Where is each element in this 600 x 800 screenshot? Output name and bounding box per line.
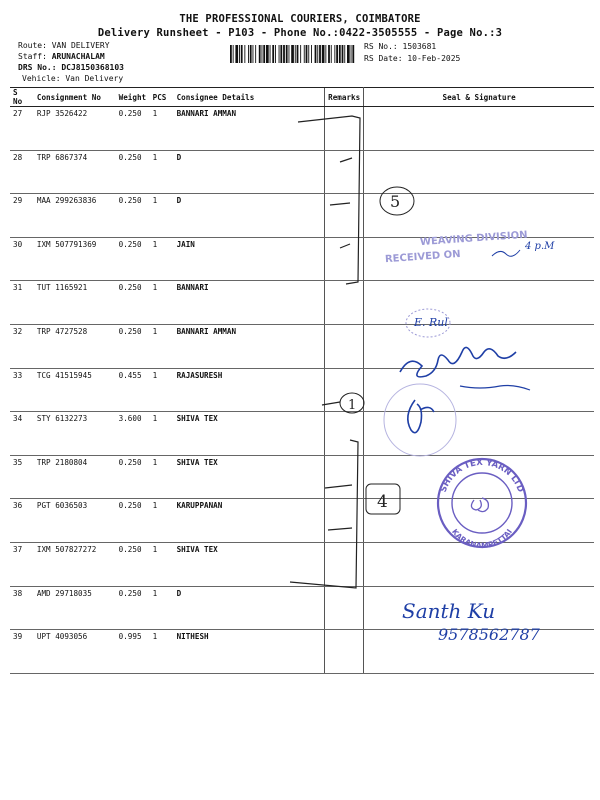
staff-label: Staff: (18, 52, 52, 61)
cell-sno: 38 (10, 586, 34, 630)
barcode-bar (239, 45, 240, 63)
cell-sno: 30 (10, 237, 34, 281)
cell-seal (364, 630, 594, 674)
cell-weight: 3.600 (116, 412, 150, 456)
cell-pcs: 1 (150, 630, 174, 674)
cell-seal (364, 281, 594, 325)
barcode-bar (291, 45, 294, 63)
cell-consignment: IXM 507791369 (34, 237, 116, 281)
cell-weight: 0.250 (116, 455, 150, 499)
cell-remarks (325, 412, 364, 456)
barcode-bar (311, 45, 312, 63)
barcode-bar (272, 45, 274, 63)
cell-consignment: TUT 1165921 (34, 281, 116, 325)
barcode-bar (317, 45, 318, 63)
table-row (10, 499, 594, 543)
barcode-bar (253, 45, 254, 63)
cell-consignment: TRP 6867374 (34, 150, 116, 194)
table-row (10, 630, 594, 674)
barcode-bar (300, 45, 301, 63)
cell-seal (364, 455, 594, 499)
barcode-bar (279, 45, 280, 63)
cell-sno: 28 (10, 150, 34, 194)
cell-weight: 0.250 (116, 324, 150, 368)
col-seal: Seal & Signature (364, 88, 594, 107)
cell-consignment: TCG 41515945 (34, 368, 116, 412)
cell-pcs: 1 (150, 368, 174, 412)
barcode-bar (266, 45, 269, 63)
cell-consignee: BANNARI AMMAN (174, 324, 325, 368)
table-row (10, 412, 594, 456)
barcode-bar (280, 45, 282, 63)
barcode-bar (306, 45, 308, 63)
barcode-bar (250, 45, 252, 63)
cell-sno: 35 (10, 455, 34, 499)
col-pcs: PCS (150, 88, 174, 107)
rs-number: RS No.: 1503681 (364, 42, 437, 51)
cell-sno: 34 (10, 412, 34, 456)
barcode-bar (283, 45, 285, 63)
cell-sno: 33 (10, 368, 34, 412)
cell-weight: 0.250 (116, 107, 150, 151)
cell-pcs: 1 (150, 194, 174, 238)
cell-seal (364, 542, 594, 586)
table-row (10, 455, 594, 499)
cell-remarks (325, 630, 364, 674)
barcode-bar (295, 45, 296, 63)
barcode-bar (339, 45, 341, 63)
cell-sno: 29 (10, 194, 34, 238)
barcode-bar (235, 45, 238, 63)
box-four-text: 4 (377, 492, 388, 512)
cell-seal (364, 368, 594, 412)
cell-weight: 0.995 (116, 630, 150, 674)
barcode-bar (263, 45, 265, 63)
cell-consignee: D (174, 150, 325, 194)
cell-weight: 0.250 (116, 194, 150, 238)
cell-seal (364, 586, 594, 630)
signature-row32: E. Rul (414, 316, 448, 329)
cell-pcs: 1 (150, 412, 174, 456)
cell-seal (364, 150, 594, 194)
cell-consignee: BANNARI AMMAN (174, 107, 325, 151)
barcode-bar (319, 45, 321, 63)
cell-pcs: 1 (150, 324, 174, 368)
cell-weight: 0.250 (116, 499, 150, 543)
cell-sno: 37 (10, 542, 34, 586)
cell-remarks (325, 324, 364, 368)
col-remarks: Remarks (325, 88, 364, 107)
cell-consignment: IXM 507827272 (34, 542, 116, 586)
barcode-bar (233, 45, 234, 63)
weaving-time: 4 p.M (525, 241, 555, 252)
route-label: Route: VAN DELIVERY (18, 41, 110, 50)
cell-sno: 36 (10, 499, 34, 543)
barcode-bar (275, 45, 276, 63)
cell-consignee: JAIN (174, 237, 325, 281)
weaving-line1: WEAVING DIVISION (419, 229, 528, 249)
barcode-bar (342, 45, 344, 63)
cell-sno: 32 (10, 324, 34, 368)
drs-number: DRS No.: DCJ8150368103 (18, 63, 124, 72)
cell-consignee: D (174, 586, 325, 630)
table-row (10, 586, 594, 630)
cell-pcs: 1 (150, 499, 174, 543)
barcode-bar (286, 45, 288, 63)
signature-row39-name: Santh Ku (402, 599, 496, 623)
cell-seal (364, 194, 594, 238)
cell-seal (364, 107, 594, 151)
cell-weight: 0.250 (116, 281, 150, 325)
table-row (10, 368, 594, 412)
cell-weight: 0.250 (116, 586, 150, 630)
barcode-bar (352, 45, 354, 63)
cell-consignment: TRP 4727528 (34, 324, 116, 368)
col-weight: Weight (116, 88, 150, 107)
cell-consignee: BANNARI (174, 281, 325, 325)
barcode-bar (297, 45, 299, 63)
cell-weight: 0.250 (116, 237, 150, 281)
barcode-bar (328, 45, 330, 63)
barcode-bar (241, 45, 243, 63)
cell-pcs: 1 (150, 542, 174, 586)
cell-consignment: PGT 6036503 (34, 499, 116, 543)
table-row (10, 150, 594, 194)
cell-consignee: SHIVA TEX (174, 412, 325, 456)
barcode-bar (322, 45, 325, 63)
cell-pcs: 1 (150, 107, 174, 151)
cell-remarks (325, 455, 364, 499)
cell-consignee: SHIVA TEX (174, 542, 325, 586)
barcode-bar (347, 45, 350, 63)
cell-seal (364, 237, 594, 281)
barcode-image (230, 45, 355, 63)
cell-consignment: STY 6132273 (34, 412, 116, 456)
barcode-bar (255, 45, 256, 63)
barcode-bar (304, 45, 305, 63)
barcode-bar (331, 45, 332, 63)
cell-remarks (325, 237, 364, 281)
staff-line (18, 52, 105, 61)
col-sno: S No (10, 88, 34, 107)
barcode-bar (325, 45, 326, 63)
table-row (10, 107, 594, 151)
cell-seal (364, 324, 594, 368)
cell-remarks (325, 368, 364, 412)
cell-pcs: 1 (150, 281, 174, 325)
cell-pcs: 1 (150, 586, 174, 630)
seal-bottom-text: KARANAMPETTAI (450, 527, 514, 551)
weaving-line2: RECEIVED ON (384, 248, 461, 266)
company-title: THE PROFESSIONAL COURIERS, COIMBATORE (179, 13, 421, 25)
barcode-bar (259, 45, 261, 63)
table-row (10, 542, 594, 586)
circle-five-text: 5 (390, 192, 401, 211)
cell-seal (364, 412, 594, 456)
barcode-bar (289, 45, 290, 63)
seal-top-text: SHIVA TEX YARN LTD (438, 457, 526, 494)
cell-pcs: 1 (150, 455, 174, 499)
cell-sno: 39 (10, 630, 34, 674)
circle-one-text: 1 (348, 398, 357, 413)
barcode-bar (351, 45, 352, 63)
table-row (10, 281, 594, 325)
barcode-bar (336, 45, 338, 63)
cell-consignee: RAJASURESH (174, 368, 325, 412)
barcode-bar (308, 45, 309, 63)
barcode-bar (270, 45, 271, 63)
barcode-bar (248, 45, 249, 63)
cell-weight: 0.250 (116, 542, 150, 586)
cell-pcs: 1 (150, 237, 174, 281)
cell-consignee: KARUPPANAN (174, 499, 325, 543)
cell-remarks (325, 281, 364, 325)
cell-consignment: UPT 4093056 (34, 630, 116, 674)
cell-remarks (325, 150, 364, 194)
cell-sno: 27 (10, 107, 34, 151)
table-row (10, 194, 594, 238)
cell-consignment: MAA 299263836 (34, 194, 116, 238)
table-header-row (10, 88, 594, 107)
cell-remarks (325, 194, 364, 238)
cell-weight: 0.455 (116, 368, 150, 412)
table-row (10, 324, 594, 368)
vehicle-label: Vehicle: Van Delivery (22, 74, 124, 83)
barcode-bar (262, 45, 263, 63)
col-consignment: Consignment No (34, 88, 116, 107)
cell-weight: 0.250 (116, 150, 150, 194)
cell-sno: 31 (10, 281, 34, 325)
signature-row39-phone: 9578562787 (438, 625, 540, 644)
barcode-bar (344, 45, 345, 63)
col-consignee: Consignee Details (174, 88, 325, 107)
cell-consignee: SHIVA TEX (174, 455, 325, 499)
cell-remarks (325, 107, 364, 151)
cell-seal (364, 499, 594, 543)
cell-remarks (325, 542, 364, 586)
barcode-bar (315, 45, 317, 63)
cell-pcs: 1 (150, 150, 174, 194)
barcode-bar (230, 45, 232, 63)
cell-consignment: TRP 2180804 (34, 455, 116, 499)
barcode-bar (334, 45, 335, 63)
cell-remarks (325, 499, 364, 543)
cell-consignment: AMD 29718035 (34, 586, 116, 630)
cell-consignment: RJP 3526422 (34, 107, 116, 151)
runsheet-table (10, 87, 594, 674)
staff-name: ARUNACHALAM (51, 52, 105, 61)
cell-remarks (325, 586, 364, 630)
table-row (10, 237, 594, 281)
barcode-bar (244, 45, 245, 63)
rs-date: RS Date: 10-Feb-2025 (364, 54, 461, 63)
cell-consignee: D (174, 194, 325, 238)
cell-consignee: NITHESH (174, 630, 325, 674)
runsheet-subtitle: Delivery Runsheet - P103 - Phone No.:0422-3505555 - Page No.:3 (97, 27, 503, 39)
